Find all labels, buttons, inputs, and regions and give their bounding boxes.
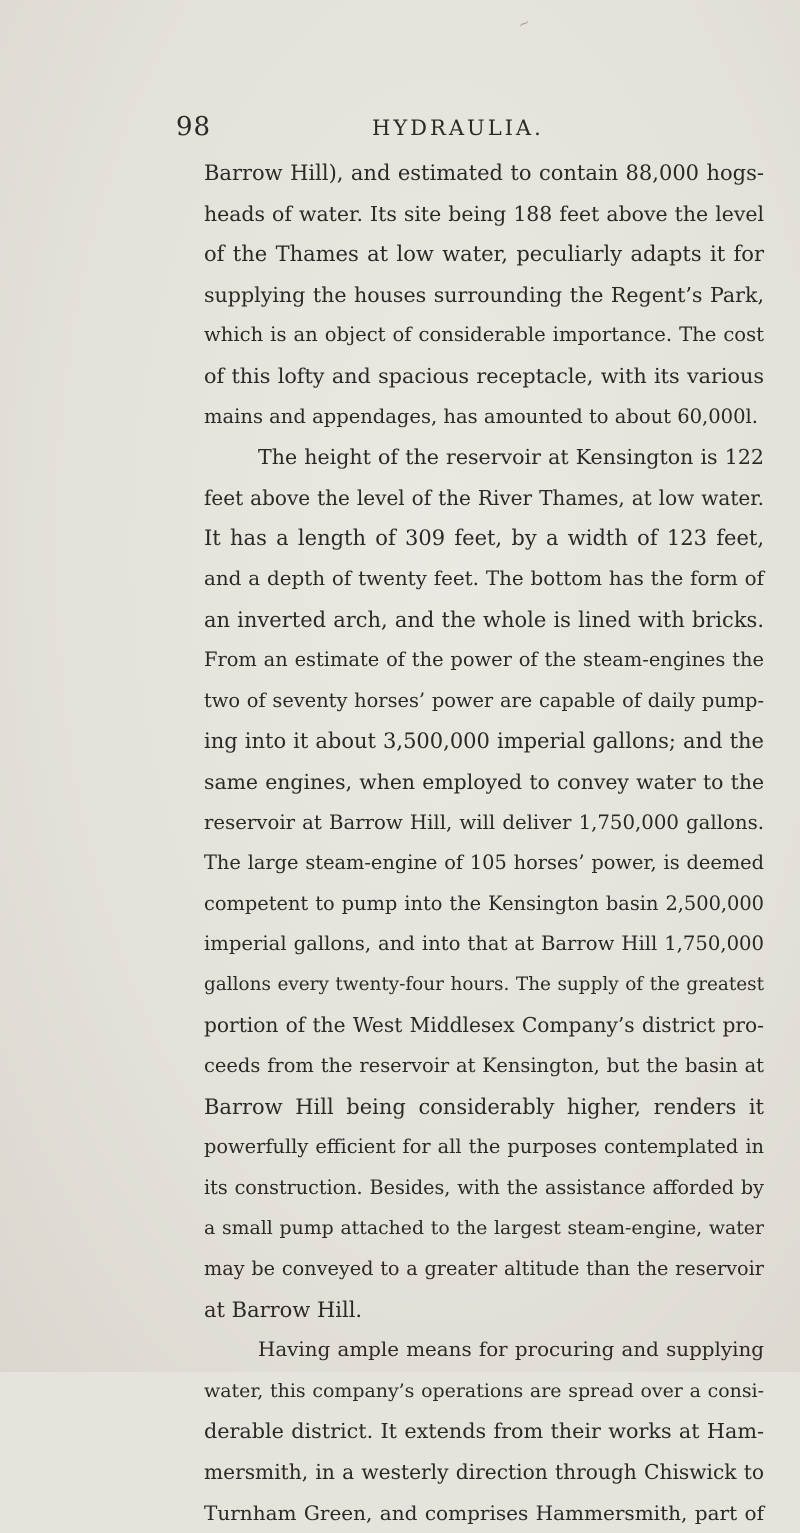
page-number: 98 — [176, 112, 212, 142]
text-line: From an estimate of the power of the steam-engines the — [204, 648, 764, 672]
text-line: two of seventy horses’ power are capable of daily pump- — [204, 688, 764, 712]
text-line: powerfully efficient for all the purposes contemplated in — [204, 1135, 764, 1159]
text-line: It has a length of 309 feet, by a width of 123 feet, — [204, 526, 764, 551]
text-line: Turnham Green, and comprises Hammersmith, part of — [204, 1500, 764, 1525]
text-line: heads of water. Its site being 188 feet above the level — [204, 201, 764, 226]
page-blemish: ~ — [515, 14, 534, 34]
text-line: mains and appendages, has amounted to about 60,000l. — [204, 404, 758, 428]
text-line: may be conveyed to a greater altitude than the reservoir — [204, 1257, 764, 1281]
text-line: The height of the reservoir at Kensington is 122 — [258, 445, 764, 470]
text-line: water, this company’s operations are spread over a consi- — [204, 1379, 764, 1402]
text-line: gallons every twenty-four hours. The supply of the greatest — [204, 973, 764, 995]
text-line: mersmith, in a westerly direction through Chiswick to — [204, 1460, 764, 1484]
text-line: an inverted arch, and the whole is lined with bricks. — [204, 607, 764, 632]
body-text — [204, 153, 764, 1533]
text-line: a small pump attached to the largest steam-engine, water — [204, 1217, 764, 1240]
text-line: which is an object of considerable importance. The cost — [204, 323, 764, 347]
text-line: ceeds from the reservoir at Kensington, but the basin at — [204, 1054, 764, 1078]
text-line: and a depth of twenty feet. The bottom has the form of — [204, 566, 764, 590]
running-head — [0, 112, 800, 152]
text-line: ing into it about 3,500,000 imperial gallons; and the — [204, 729, 764, 754]
text-line: imperial gallons, and into that at Barrow Hill 1,750,000 — [204, 932, 764, 956]
text-line: of the Thames at low water, peculiarly adapts it for — [204, 242, 764, 267]
text-line: at Barrow Hill. — [204, 1297, 363, 1322]
text-line: Having ample means for procuring and supplying — [258, 1338, 764, 1362]
text-line: competent to pump into the Kensington basin 2,500,000 — [204, 891, 764, 915]
text-line: derable district. It extends from their works at Ham- — [204, 1419, 764, 1444]
text-line: Barrow Hill), and estimated to contain 88,000 hogs- — [204, 161, 764, 185]
text-line: Barrow Hill being considerably higher, renders it — [204, 1094, 764, 1119]
running-title: HYDRAULIA. — [372, 116, 544, 140]
text-line: supplying the houses surrounding the Regent’s Park, — [204, 282, 764, 307]
text-line: of this lofty and spacious receptacle, with its various — [204, 363, 764, 388]
text-line: feet above the level of the River Thames, at low water. — [204, 485, 764, 510]
text-line: portion of the West Middlesex Company’s district pro- — [204, 1013, 764, 1038]
text-line: same engines, when employed to convey water to the — [204, 769, 764, 794]
text-line: its construction. Besides, with the assistance afforded by — [204, 1175, 764, 1199]
text-line: The large steam-engine of 105 horses’ power, is deemed — [204, 851, 764, 875]
text-line: reservoir at Barrow Hill, will deliver 1,750,000 gallons. — [204, 810, 764, 834]
